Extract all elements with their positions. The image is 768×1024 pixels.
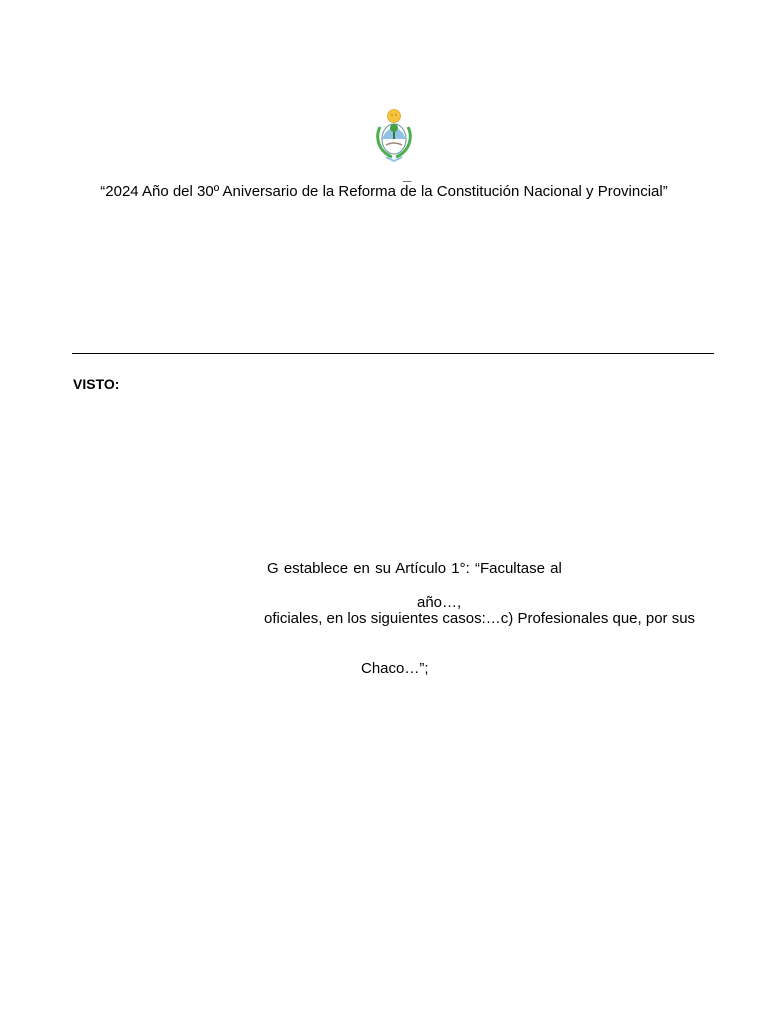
body-text-fragment: año…, xyxy=(417,594,462,611)
body-text-fragment: G establece en su Artículo 1°: “Facultase al xyxy=(267,560,562,577)
header-mark: _ xyxy=(403,167,412,184)
body-text-fragment: Chaco…”; xyxy=(361,660,429,677)
province-coat-of-arms-icon xyxy=(372,107,416,163)
body-text-fragment: oficiales, en los siguientes casos:…c) Profesionales que, por sus xyxy=(264,610,696,627)
horizontal-divider xyxy=(72,353,714,354)
visto-label: VISTO: xyxy=(73,376,120,392)
year-motto-heading: “2024 Año del 30º Aniversario de la Reforma de la Constitución Nacional y Provincial” xyxy=(100,183,668,200)
